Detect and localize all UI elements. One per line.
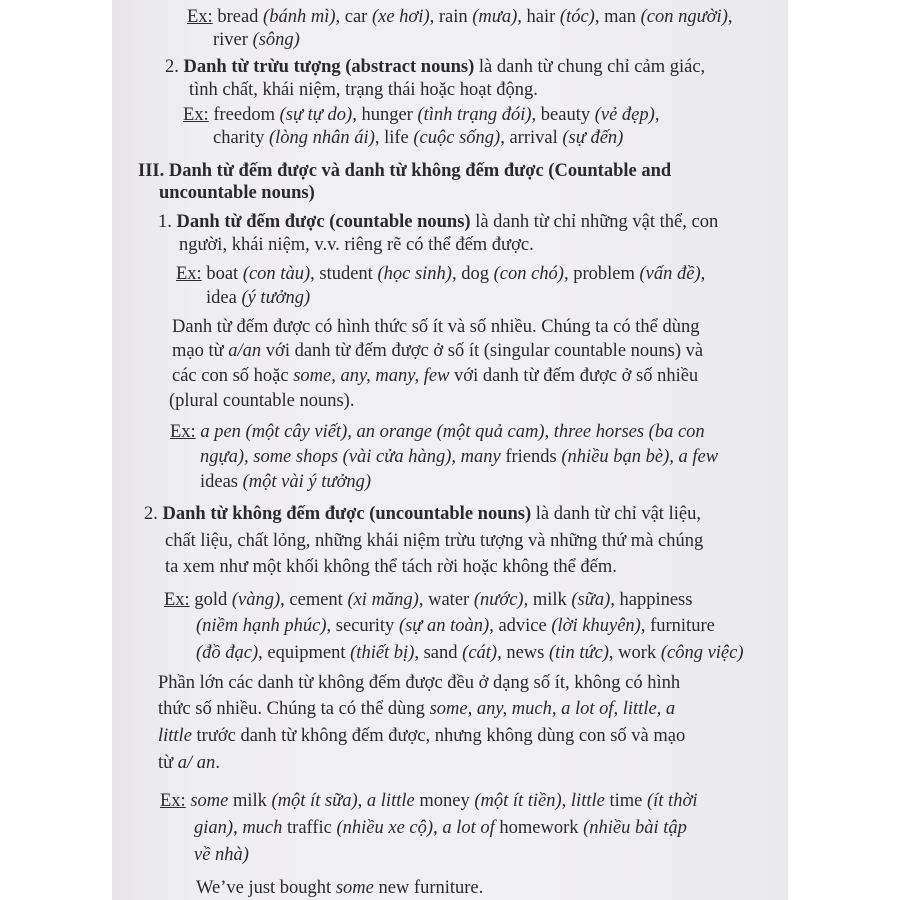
text-line: (plural countable nouns). <box>169 391 355 411</box>
text-line: charity (lòng nhân ái), life (cuộc sống), arrival (sự đến) <box>213 128 624 148</box>
example-marker: Ex: <box>170 422 196 442</box>
text-line: các con số hoặc some, any, many, few với danh từ đếm được ở số nhiều <box>172 366 699 386</box>
text-line: Ex: bread (bánh mì), car (xe hơi), rain (mưa), hair (tóc), man (con người), <box>187 7 733 27</box>
example-marker: Ex: <box>183 105 209 125</box>
text-line: (đồ đạc), equipment (thiết bị), sand (cát), news (tin tức), work (công việc) <box>196 643 744 663</box>
text-line: thức số nhiều. Chúng ta có thể dùng some, any, much, a lot of, little, a <box>158 699 676 719</box>
book-page <box>112 0 788 900</box>
example-marker: Ex: <box>176 264 202 284</box>
text-line: river (sông) <box>213 30 300 50</box>
text-line: ideas (một vài ý tưởng) <box>200 472 372 492</box>
text-line: idea (ý tưởng) <box>206 288 311 308</box>
text-line: ngựa), some shops (vài cửa hàng), many friends (nhiều bạn bè), a few <box>200 447 719 467</box>
example-marker: Ex: <box>164 590 190 610</box>
text-line: gian), much traffic (nhiều xe cộ), a lot of homework (nhiều bài tập <box>194 818 687 838</box>
text-line: Ex: freedom (sự tự do), hunger (tình trạng đói), beauty (vẻ đẹp), <box>183 105 660 125</box>
text-line: little trước danh từ không đếm được, nhưng không dùng con số và mạo <box>158 726 686 746</box>
text-line: Ex: some milk (một ít sữa), a little money (một ít tiền), little time (ít thời <box>160 791 698 811</box>
text-line: về nhà) <box>194 845 249 865</box>
text-line: We’ve just bought some new furniture. <box>196 878 484 898</box>
example-marker: Ex: <box>160 791 186 811</box>
section-heading: III. Danh từ đếm được và danh từ không đếm được (Countable and <box>138 161 672 181</box>
example-marker: Ex: <box>187 7 213 27</box>
text-line: từ a/ an. <box>158 753 220 773</box>
text-line: (niềm hạnh phúc), security (sự an toàn), advice (lời khuyên), furniture <box>196 616 715 636</box>
text-line: Phần lớn các danh từ không đếm được đều ở dạng số ít, không có hình <box>158 673 681 693</box>
text-line: 2. Danh từ không đếm được (uncountable nouns) là danh từ chỉ vật liệu, <box>144 504 701 524</box>
text-line: tình chất, khái niệm, trạng thái hoặc hoạt động. <box>189 80 538 100</box>
text-line: Ex: gold (vàng), cement (xi măng), water (nước), milk (sữa), happiness <box>164 590 693 610</box>
text-line: ta xem như một khối không thể tách rời hoặc không thể đếm. <box>165 557 617 577</box>
section-heading: uncountable nouns) <box>159 183 315 203</box>
text-line: 1. Danh từ đếm được (countable nouns) là danh từ chỉ những vật thể, con <box>158 212 719 232</box>
text-line: 2. Danh từ trừu tượng (abstract nouns) là danh từ chung chỉ cảm giác, <box>165 57 706 77</box>
text-line: Ex: a pen (một cây viết), an orange (một quả cam), three horses (ba con <box>170 422 705 442</box>
text-line: Danh từ đếm được có hình thức số ít và số nhiều. Chúng ta có thể dùng <box>172 317 700 337</box>
text-line: Ex: boat (con tàu), student (học sinh), dog (con chó), problem (vấn đề), <box>176 264 706 284</box>
text-line: người, khái niệm, v.v. riêng rẽ có thể đếm được. <box>179 235 534 255</box>
text-line: chất liệu, chất lỏng, những khái niệm trừu tượng và những thứ mà chúng <box>165 531 704 551</box>
text-line: mạo từ a/an với danh từ đếm được ở số ít (singular countable nouns) và <box>172 341 704 361</box>
